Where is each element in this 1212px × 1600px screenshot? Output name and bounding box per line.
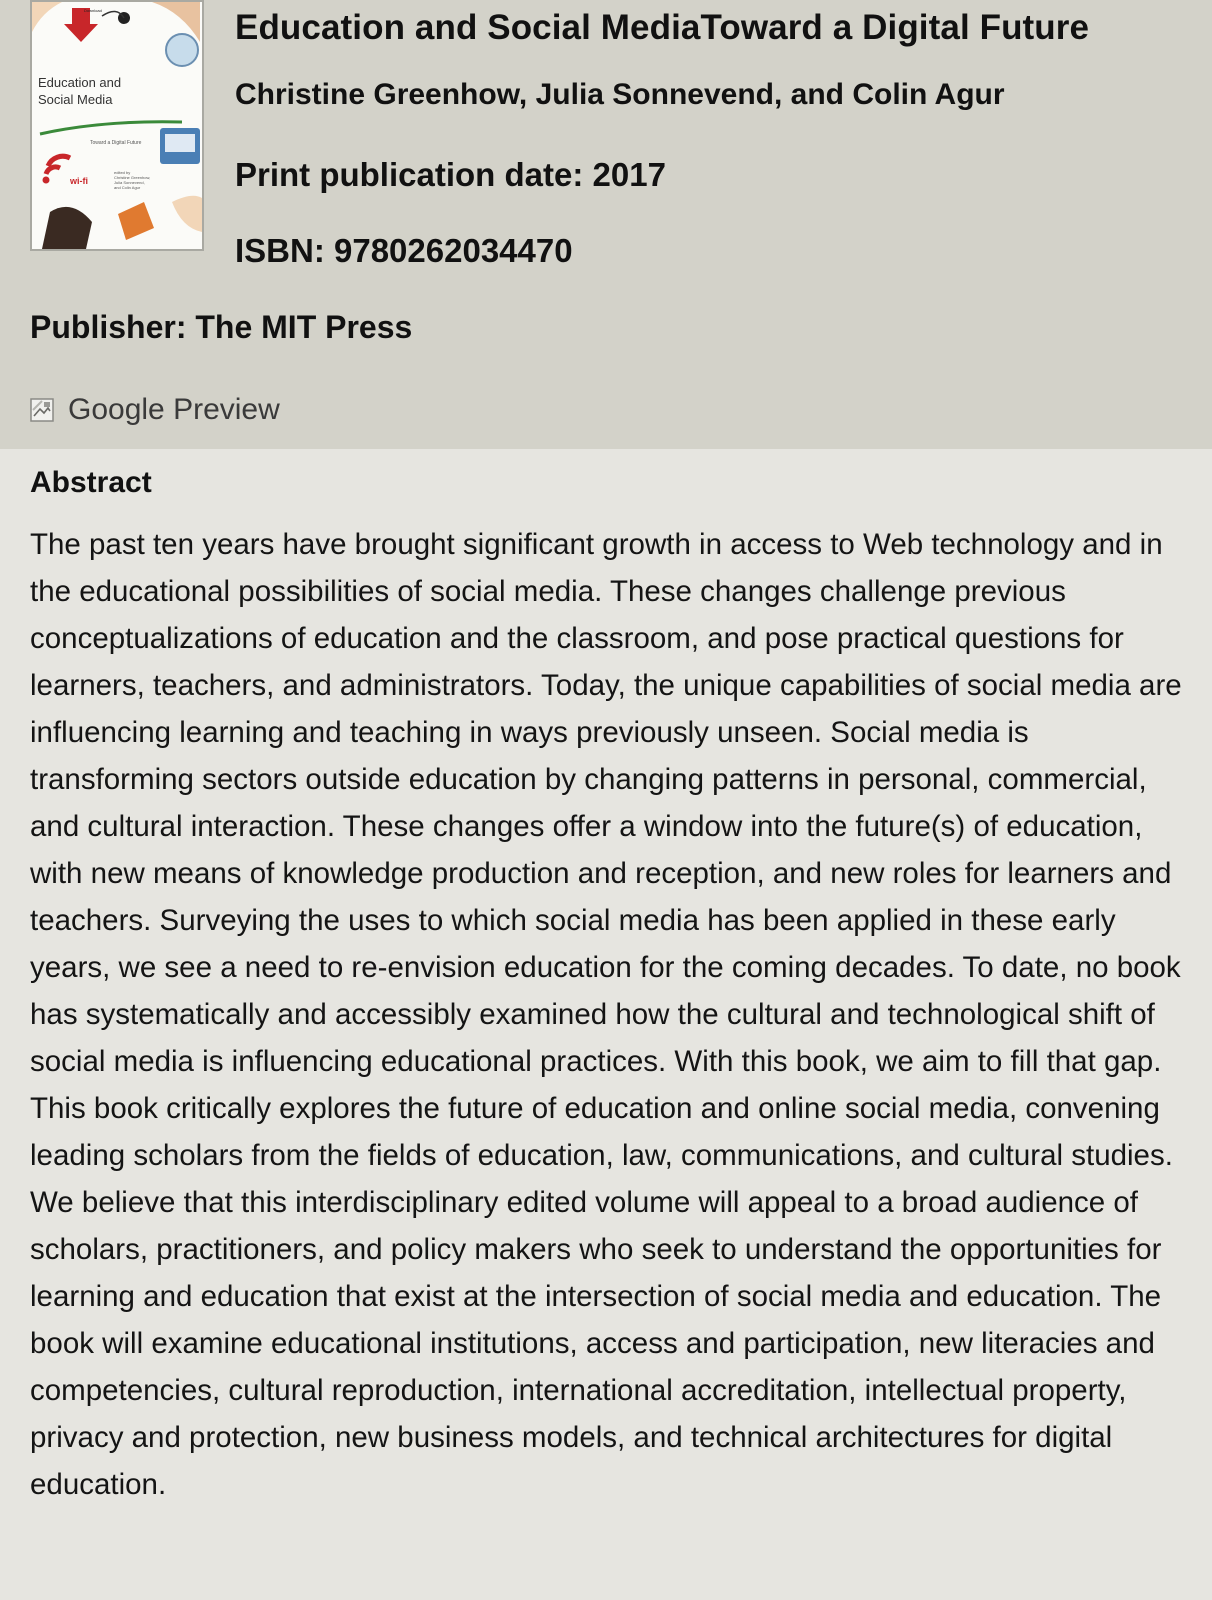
abstract-heading: Abstract xyxy=(30,466,152,499)
cover-editors-line1: edited by xyxy=(114,170,131,175)
cover-editors-line3: Julia Sonnevend, xyxy=(114,180,145,185)
cover-title-line1: Education and xyxy=(38,75,122,90)
google-preview-label: Google Preview xyxy=(68,393,280,426)
cover-download-label: Download xyxy=(84,8,102,13)
book-title: Education and Social MediaToward a Digital Future xyxy=(235,8,1090,47)
print-publication-date: Print publication date: 2017 xyxy=(235,156,666,193)
book-header xyxy=(0,0,1212,449)
book-authors: Christine Greenhow, Julia Sonnevend, and Colin Agur xyxy=(235,78,1005,111)
isbn: ISBN: 9780262034470 xyxy=(235,232,573,269)
abstract-text: The past ten years have brought significant growth in access to Web technology and in the educational possibilities of social media. These changes challenge previous conceptualizations of education and the classroom, and pose practical questions for learners, teachers, and administrators. Today, the unique capabilities of social media are influencing learning and teaching in ways previously unseen. Social media is transforming sectors outside education by changing patterns in personal, commercial, and cultural interaction. These changes offer a window into the future(s) of education, with new means of knowledge production and reception, and new roles for learners and teachers. Surveying the uses to which social media has been applied in these early years, we see a need to re-envision education for the coming decades. To date, no book has systematically and accessibly examined how the cultural and technological shift of social media is influencing educational practices. With this book, we aim to fill that gap. This book critically explores the future of education and online social media, convening leading scholars from the fields of education, law, communications, and cultural studies. We believe that this interdisciplinary edited volume will appeal to a broad audience of scholars, practitioners, and policy makers who seek to understand the opportunities for learning and education that exist at the intersection of social media and education. The book will examine educational institutions, access and participation, new literacies and competencies, cultural reproduction, international accreditation, intellectual property, privacy and protection, new business models, and technical architectures for digital education. xyxy=(30,528,1182,1501)
book-cover-image[interactable] xyxy=(30,0,204,251)
publisher: Publisher: The MIT Press xyxy=(30,309,413,345)
cover-title-line2: Social Media xyxy=(38,92,113,107)
broken-image-icon xyxy=(30,398,54,422)
cover-subtitle: Toward a Digital Future xyxy=(90,140,142,146)
cover-editors-line2: Christine Greenhow, xyxy=(114,175,151,180)
cover-editors-line4: and Colin Agur xyxy=(114,185,141,190)
cover-wifi-label: wi-fi xyxy=(70,176,88,186)
google-preview-link[interactable] xyxy=(30,390,280,430)
